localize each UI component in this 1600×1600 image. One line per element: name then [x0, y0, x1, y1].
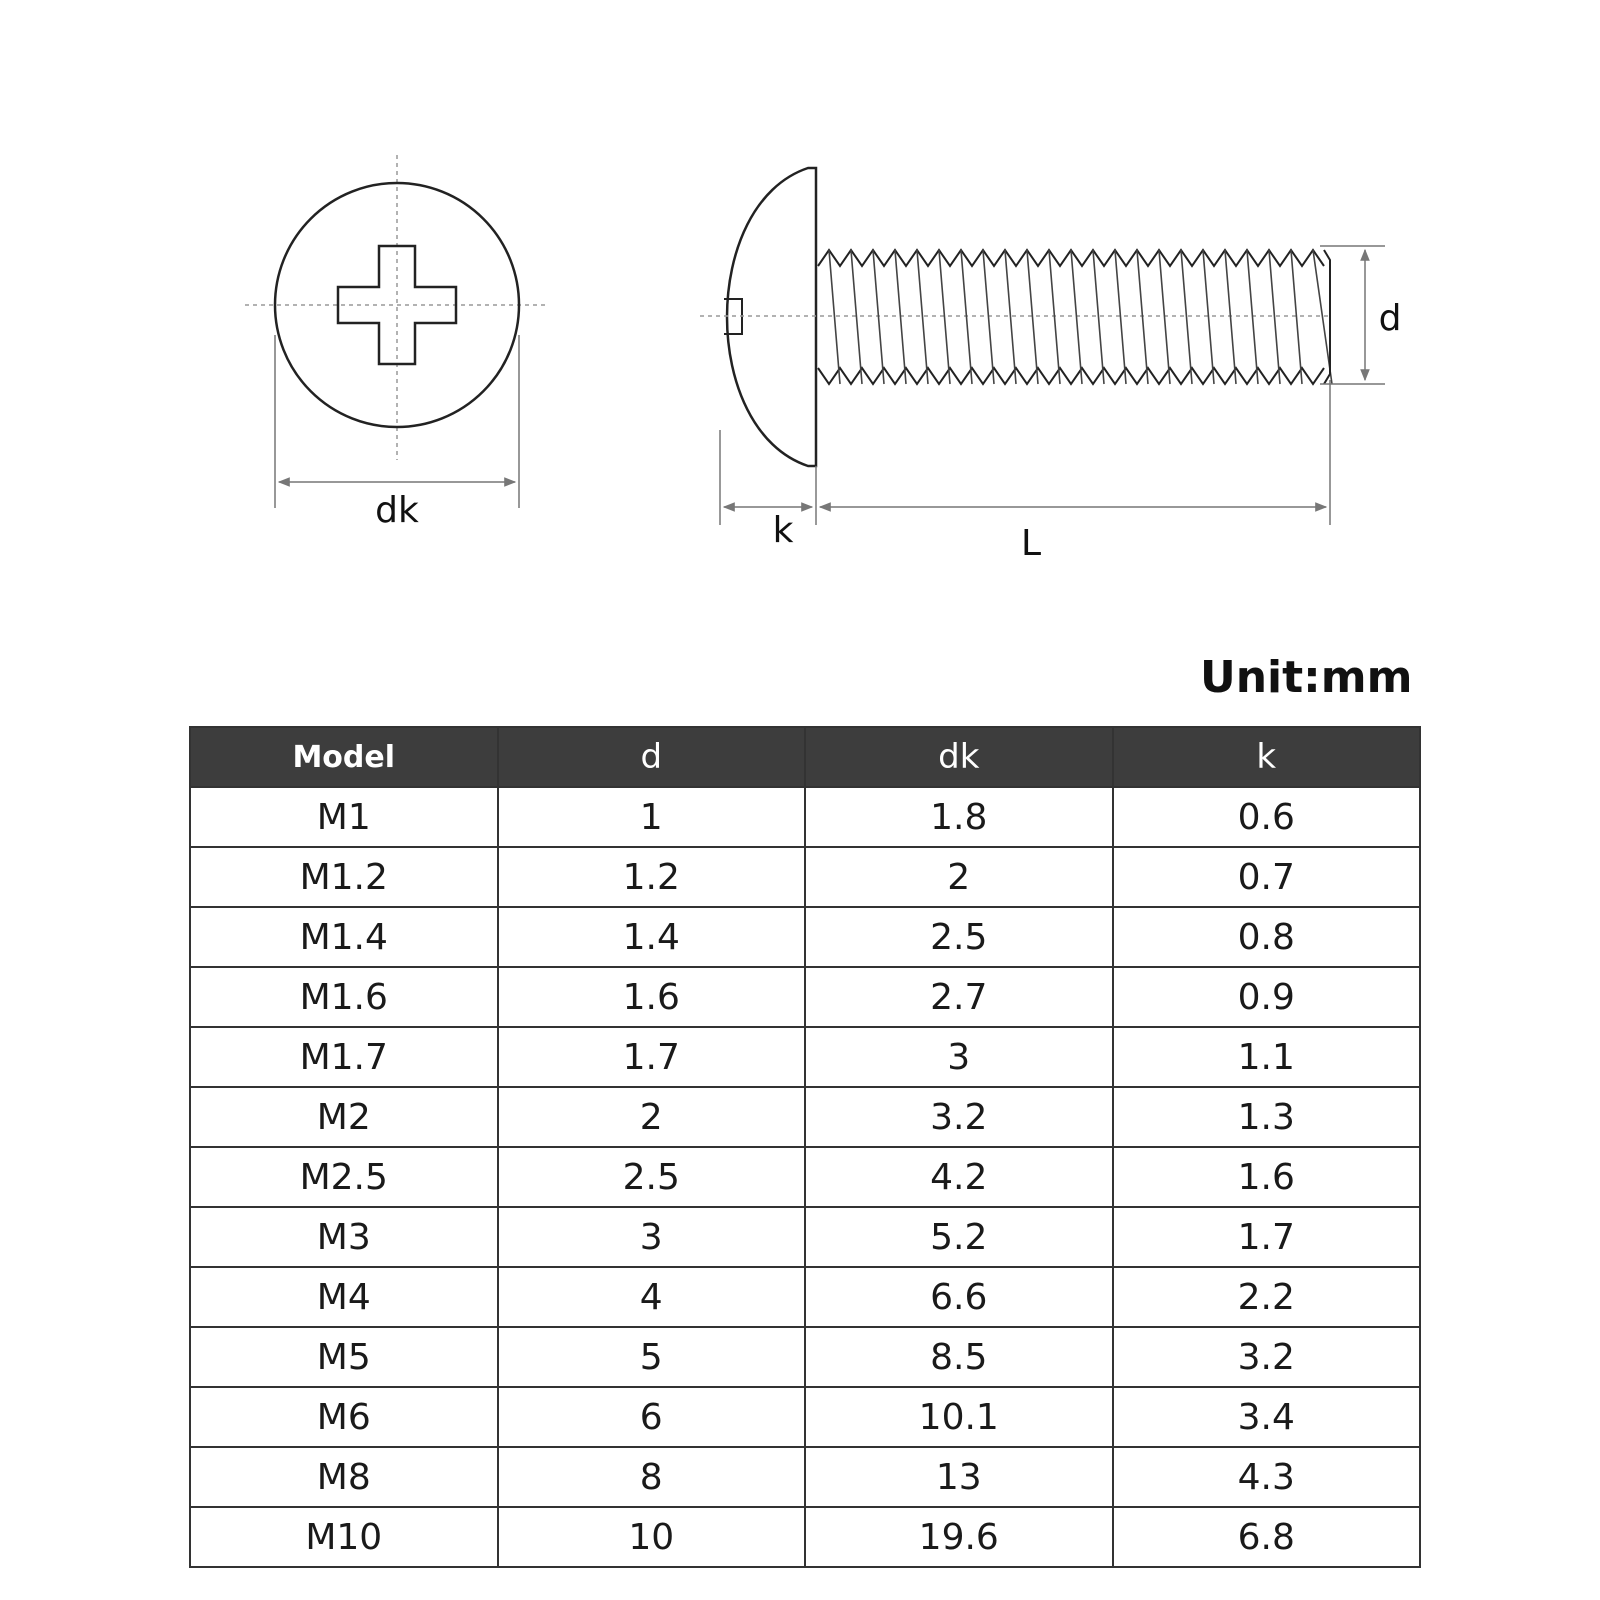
table-row: [190, 847, 1420, 907]
cell-dk: 19.6: [805, 1507, 1113, 1567]
dim-label-dk: dk: [375, 490, 419, 531]
table-row: [190, 967, 1420, 1027]
table-row: [190, 1447, 1420, 1507]
table-row: [190, 1207, 1420, 1267]
cell-d: 1: [498, 787, 806, 847]
dim-label-d: d: [1378, 298, 1402, 339]
cell-k: 1.3: [1113, 1087, 1421, 1147]
header-model: Model: [190, 727, 498, 787]
cell-d: 2: [498, 1087, 806, 1147]
cell-model: M2: [190, 1087, 498, 1147]
cell-model: M4: [190, 1267, 498, 1327]
header-d: d: [498, 727, 806, 787]
cell-k: 0.8: [1113, 907, 1421, 967]
cell-model: M6: [190, 1387, 498, 1447]
table-header-row: [190, 727, 1420, 787]
cell-d: 2.5: [498, 1147, 806, 1207]
cell-d: 4: [498, 1267, 806, 1327]
cell-dk: 1.8: [805, 787, 1113, 847]
cell-k: 3.2: [1113, 1327, 1421, 1387]
screw-side-view: [700, 168, 1401, 564]
header-k: k: [1113, 727, 1421, 787]
cell-model: M1: [190, 787, 498, 847]
cell-dk: 3.2: [805, 1087, 1113, 1147]
cell-model: M5: [190, 1327, 498, 1387]
cell-dk: 5.2: [805, 1207, 1113, 1267]
dim-label-k: k: [772, 510, 794, 551]
cell-model: M8: [190, 1447, 498, 1507]
header-dk: dk: [805, 727, 1113, 787]
unit-label: Unit:mm: [1200, 652, 1413, 703]
cell-k: 0.9: [1113, 967, 1421, 1027]
cell-d: 8: [498, 1447, 806, 1507]
cell-model: M1.2: [190, 847, 498, 907]
cell-k: 0.7: [1113, 847, 1421, 907]
cell-dk: 2.7: [805, 967, 1113, 1027]
cell-model: M3: [190, 1207, 498, 1267]
table-row: [190, 1507, 1420, 1567]
cell-d: 10: [498, 1507, 806, 1567]
table-row: [190, 1147, 1420, 1207]
cell-dk: 8.5: [805, 1327, 1113, 1387]
cell-k: 2.2: [1113, 1267, 1421, 1327]
cell-model: M10: [190, 1507, 498, 1567]
table-row: [190, 907, 1420, 967]
table-row: [190, 1087, 1420, 1147]
table-row: [190, 1387, 1420, 1447]
spec-table: [189, 726, 1421, 1568]
cell-model: M1.4: [190, 907, 498, 967]
cell-dk: 4.2: [805, 1147, 1113, 1207]
table-row: [190, 787, 1420, 847]
dim-label-L: L: [1020, 523, 1042, 564]
table-row: [190, 1027, 1420, 1087]
cell-d: 3: [498, 1207, 806, 1267]
cell-k: 1.1: [1113, 1027, 1421, 1087]
cell-k: 1.6: [1113, 1147, 1421, 1207]
thread-shank: [818, 250, 1332, 384]
cell-k: 6.8: [1113, 1507, 1421, 1567]
cell-d: 1.4: [498, 907, 806, 967]
cell-d: 6: [498, 1387, 806, 1447]
cell-model: M1.7: [190, 1027, 498, 1087]
cell-dk: 6.6: [805, 1267, 1113, 1327]
cell-d: 1.6: [498, 967, 806, 1027]
cell-d: 1.2: [498, 847, 806, 907]
cell-dk: 13: [805, 1447, 1113, 1507]
cell-dk: 2: [805, 847, 1113, 907]
cell-k: 0.6: [1113, 787, 1421, 847]
cell-d: 5: [498, 1327, 806, 1387]
pan-head: [727, 168, 816, 466]
table-row: [190, 1267, 1420, 1327]
cell-model: M2.5: [190, 1147, 498, 1207]
cell-dk: 10.1: [805, 1387, 1113, 1447]
table-row: [190, 1327, 1420, 1387]
cell-dk: 2.5: [805, 907, 1113, 967]
cell-k: 3.4: [1113, 1387, 1421, 1447]
cell-d: 1.7: [498, 1027, 806, 1087]
head-top-view: [245, 155, 545, 531]
cell-k: 4.3: [1113, 1447, 1421, 1507]
screw-diagram: [0, 0, 1600, 600]
cell-k: 1.7: [1113, 1207, 1421, 1267]
cell-dk: 3: [805, 1027, 1113, 1087]
cell-model: M1.6: [190, 967, 498, 1027]
